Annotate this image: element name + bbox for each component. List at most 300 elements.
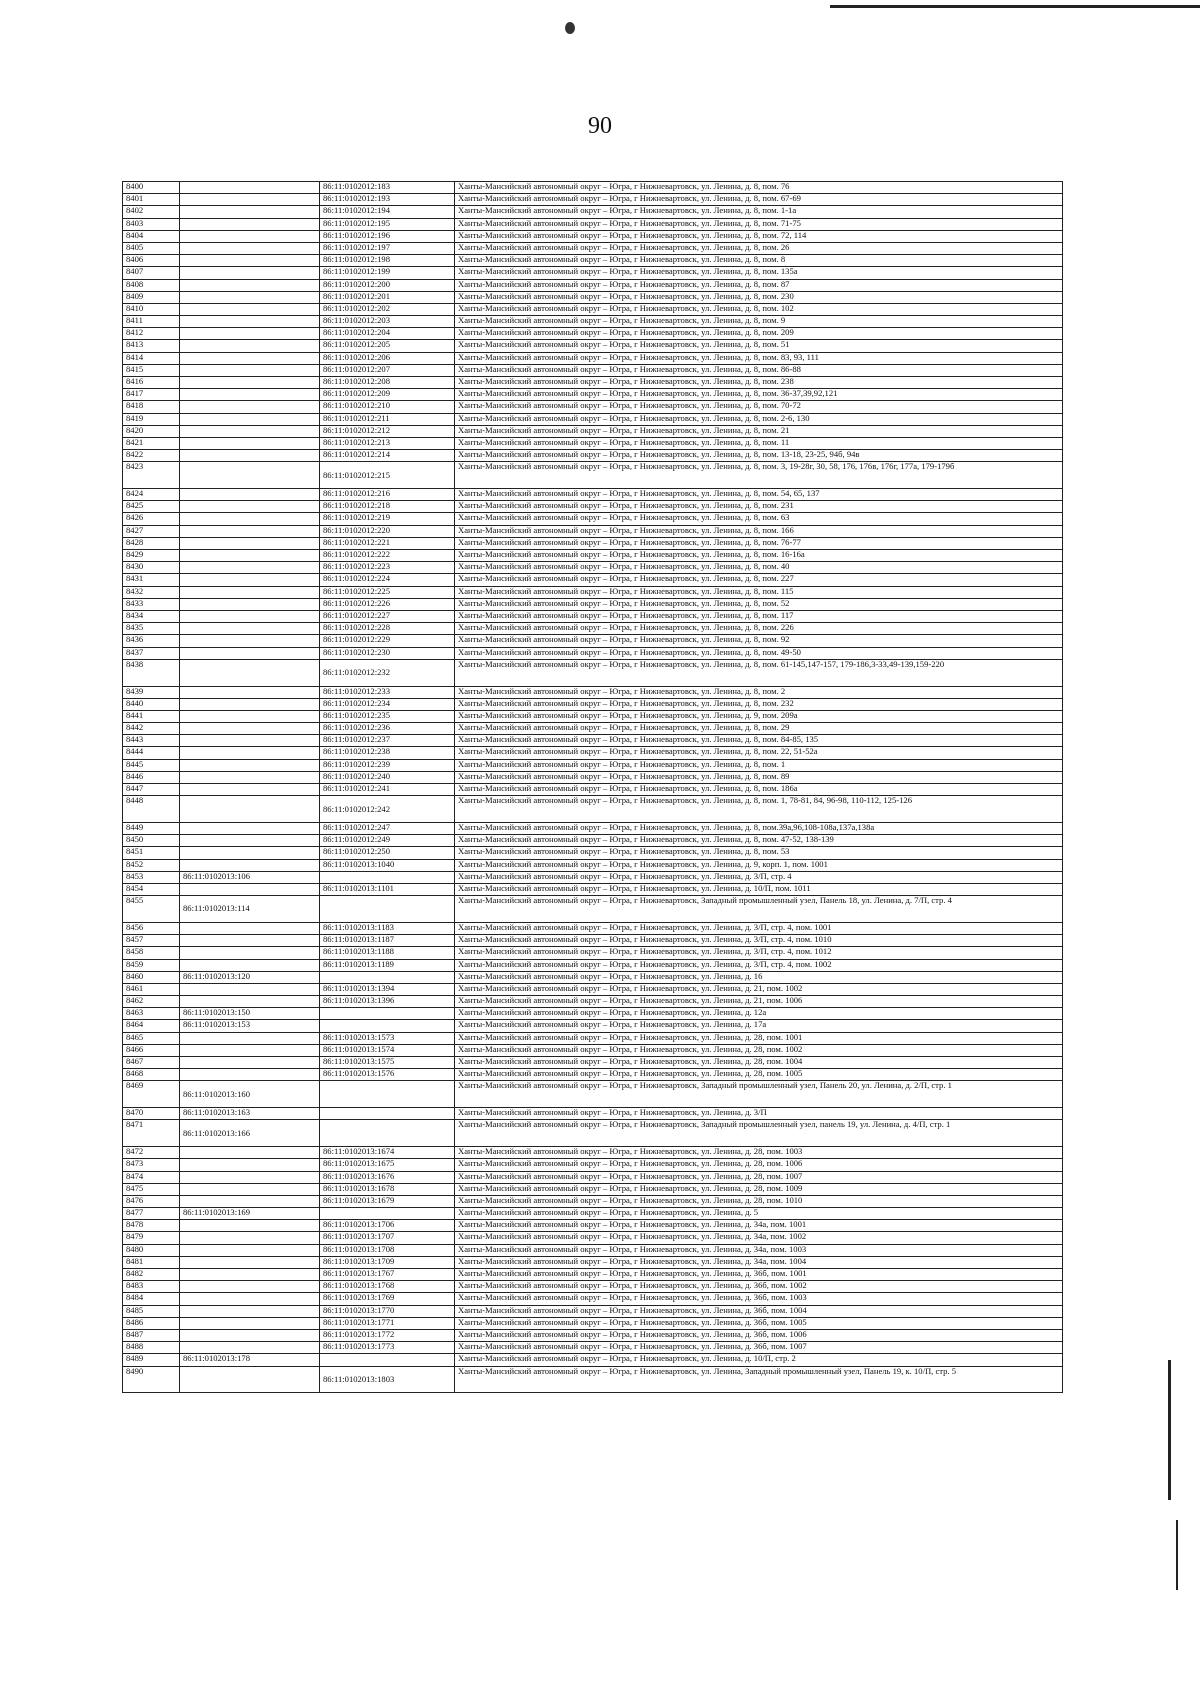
address-cell: Ханты-Мансийский автономный округ – Югра, г Нижневартовск, ул. Ленина, д. 8, пом. 63	[455, 513, 1063, 525]
row-number-cell: 8460	[123, 971, 180, 983]
row-number-cell: 8443	[123, 735, 180, 747]
row-number-cell: 8470	[123, 1108, 180, 1120]
block-cadastral-cell	[180, 377, 320, 389]
premises-cadastral-cell: 86:11:0102013:1771	[320, 1317, 455, 1329]
row-number-cell: 8463	[123, 1008, 180, 1020]
table-row	[123, 1195, 1063, 1207]
premises-cadastral-cell: 86:11:0102012:232	[320, 659, 455, 686]
address-cell: Ханты-Мансийский автономный округ – Югра, г Нижневартовск, ул. Ленина, д. 36б, пом. 1005	[455, 1317, 1063, 1329]
address-cell: Ханты-Мансийский автономный округ – Югра, г Нижневартовск, ул. Ленина, д. 8, пом. 135а	[455, 267, 1063, 279]
table-row	[123, 710, 1063, 722]
table-row	[123, 1008, 1063, 1020]
address-cell: Ханты-Мансийский автономный округ – Югра, г Нижневартовск, ул. Ленина, д. 3/П, стр. 4, пом. 1001	[455, 922, 1063, 934]
table-row	[123, 1081, 1063, 1108]
premises-cadastral-cell: 86:11:0102013:1101	[320, 883, 455, 895]
row-number-cell: 8490	[123, 1366, 180, 1393]
table-row	[123, 364, 1063, 376]
block-cadastral-cell	[180, 623, 320, 635]
table-row	[123, 489, 1063, 501]
row-number-cell: 8411	[123, 316, 180, 328]
row-number-cell: 8409	[123, 291, 180, 303]
premises-cadastral-cell: 86:11:0102012:226	[320, 598, 455, 610]
row-number-cell: 8402	[123, 206, 180, 218]
table-row	[123, 328, 1063, 340]
address-cell: Ханты-Мансийский автономный округ – Югра, г Нижневартовск, ул. Ленина, д. 36б, пом. 1007	[455, 1342, 1063, 1354]
table-row	[123, 1366, 1063, 1393]
block-cadastral-cell	[180, 1232, 320, 1244]
row-number-cell: 8466	[123, 1044, 180, 1056]
row-number-cell: 8427	[123, 525, 180, 537]
block-cadastral-cell	[180, 537, 320, 549]
block-cadastral-cell	[180, 698, 320, 710]
address-cell: Ханты-Мансийский автономный округ – Югра, г Нижневартовск, ул. Ленина, д. 3/П, стр. 4, пом. 1010	[455, 935, 1063, 947]
table-row	[123, 635, 1063, 647]
block-cadastral-cell	[180, 784, 320, 796]
table-row	[123, 206, 1063, 218]
premises-cadastral-cell: 86:11:0102012:223	[320, 562, 455, 574]
block-cadastral-cell	[180, 586, 320, 598]
block-cadastral-cell: 86:11:0102013:106	[180, 871, 320, 883]
premises-cadastral-cell: 86:11:0102012:213	[320, 437, 455, 449]
premises-cadastral-cell: 86:11:0102012:240	[320, 771, 455, 783]
row-number-cell: 8451	[123, 847, 180, 859]
row-number-cell: 8420	[123, 425, 180, 437]
row-number-cell: 8440	[123, 698, 180, 710]
premises-cadastral-cell: 86:11:0102013:1708	[320, 1244, 455, 1256]
block-cadastral-cell	[180, 303, 320, 315]
premises-cadastral-cell	[320, 1354, 455, 1366]
table-row	[123, 686, 1063, 698]
address-cell: Ханты-Мансийский автономный округ – Югра, г Нижневартовск, Западный промышленный узел, Панель 18, ул. Ленина, д. 7/П, стр. 4	[455, 896, 1063, 923]
premises-cadastral-cell	[320, 1081, 455, 1108]
table-row	[123, 450, 1063, 462]
premises-cadastral-cell: 86:11:0102012:236	[320, 723, 455, 735]
table-row	[123, 871, 1063, 883]
table-row	[123, 525, 1063, 537]
premises-cadastral-cell: 86:11:0102012:214	[320, 450, 455, 462]
table-row	[123, 759, 1063, 771]
address-cell: Ханты-Мансийский автономный округ – Югра, г Нижневартовск, ул. Ленина, д. 9, пом. 209а	[455, 710, 1063, 722]
row-number-cell: 8401	[123, 194, 180, 206]
block-cadastral-cell	[180, 489, 320, 501]
table-row	[123, 279, 1063, 291]
address-cell: Ханты-Мансийский автономный округ – Югра, г Нижневартовск, ул. Ленина, д. 8, пом. 89	[455, 771, 1063, 783]
block-cadastral-cell	[180, 550, 320, 562]
address-cell: Ханты-Мансийский автономный округ – Югра, г Нижневартовск, ул. Ленина, д. 3/П, стр. 4, пом. 1002	[455, 959, 1063, 971]
row-number-cell: 8459	[123, 959, 180, 971]
address-cell: Ханты-Мансийский автономный округ – Югра, г Нижневартовск, ул. Ленина, д. 8, пом. 76-77	[455, 537, 1063, 549]
premises-cadastral-cell: 86:11:0102012:195	[320, 218, 455, 230]
row-number-cell: 8441	[123, 710, 180, 722]
address-cell: Ханты-Мансийский автономный округ – Югра, г Нижневартовск, ул. Ленина, д. 34а, пом. 1001	[455, 1220, 1063, 1232]
premises-cadastral-cell: 86:11:0102012:215	[320, 462, 455, 489]
address-cell: Ханты-Мансийский автономный округ – Югра, г Нижневартовск, ул. Ленина, д. 9, корп. 1, пом. 1001	[455, 859, 1063, 871]
premises-cadastral-cell: 86:11:0102013:1678	[320, 1183, 455, 1195]
row-number-cell: 8489	[123, 1354, 180, 1366]
block-cadastral-cell: 86:11:0102013:160	[180, 1081, 320, 1108]
table-row	[123, 1020, 1063, 1032]
row-number-cell: 8476	[123, 1195, 180, 1207]
address-cell: Ханты-Мансийский автономный округ – Югра, г Нижневартовск, ул. Ленина, Западный промышленный узел, Панель 19, к. 10/П, стр. 5	[455, 1366, 1063, 1393]
row-number-cell: 8414	[123, 352, 180, 364]
address-cell: Ханты-Мансийский автономный округ – Югра, г Нижневартовск, Западный промышленный узел, Панель 20, ул. Ленина, д. 2/П, стр. 1	[455, 1081, 1063, 1108]
row-number-cell: 8469	[123, 1081, 180, 1108]
address-cell: Ханты-Мансийский автономный округ – Югра, г Нижневартовск, ул. Ленина, д. 8, пом.39а,96,108-108а,137а,138а	[455, 823, 1063, 835]
premises-cadastral-cell	[320, 1008, 455, 1020]
premises-cadastral-cell: 86:11:0102012:238	[320, 747, 455, 759]
block-cadastral-cell	[180, 659, 320, 686]
premises-cadastral-cell: 86:11:0102012:247	[320, 823, 455, 835]
block-cadastral-cell	[180, 796, 320, 823]
table-row	[123, 1342, 1063, 1354]
block-cadastral-cell	[180, 883, 320, 895]
row-number-cell: 8410	[123, 303, 180, 315]
block-cadastral-cell	[180, 352, 320, 364]
address-cell: Ханты-Мансийский автономный округ – Югра, г Нижневартовск, ул. Ленина, д. 8, пом. 49-50	[455, 647, 1063, 659]
premises-cadastral-cell: 86:11:0102013:1675	[320, 1159, 455, 1171]
block-cadastral-cell	[180, 983, 320, 995]
premises-cadastral-cell: 86:11:0102013:1706	[320, 1220, 455, 1232]
premises-cadastral-cell	[320, 871, 455, 883]
address-cell: Ханты-Мансийский автономный округ – Югра, г Нижневартовск, ул. Ленина, д. 8, пом. 13-18, 23-25, 94б, 94в	[455, 450, 1063, 462]
table-row	[123, 1171, 1063, 1183]
premises-cadastral-cell: 86:11:0102012:205	[320, 340, 455, 352]
block-cadastral-cell	[180, 425, 320, 437]
premises-cadastral-cell	[320, 1108, 455, 1120]
block-cadastral-cell: 86:11:0102013:166	[180, 1120, 320, 1147]
address-cell: Ханты-Мансийский автономный округ – Югра, г Нижневартовск, ул. Ленина, д. 8, пом. 11	[455, 437, 1063, 449]
address-cell: Ханты-Мансийский автономный округ – Югра, г Нижневартовск, ул. Ленина, д. 8, пом. 1, 78-81, 84, 96-98, 110-112, 125-126	[455, 796, 1063, 823]
block-cadastral-cell	[180, 513, 320, 525]
address-cell: Ханты-Мансийский автономный округ – Югра, г Нижневартовск, ул. Ленина, д. 3/П, стр. 4, пом. 1012	[455, 947, 1063, 959]
premises-cadastral-cell: 86:11:0102012:229	[320, 635, 455, 647]
premises-cadastral-cell: 86:11:0102012:207	[320, 364, 455, 376]
table-row	[123, 550, 1063, 562]
premises-cadastral-cell: 86:11:0102012:199	[320, 267, 455, 279]
block-cadastral-cell	[180, 1329, 320, 1341]
table-row	[123, 291, 1063, 303]
address-cell: Ханты-Мансийский автономный округ – Югра, г Нижневартовск, ул. Ленина, д. 34а, пом. 1002	[455, 1232, 1063, 1244]
row-number-cell: 8488	[123, 1342, 180, 1354]
block-cadastral-cell	[180, 437, 320, 449]
block-cadastral-cell	[180, 279, 320, 291]
premises-cadastral-cell	[320, 971, 455, 983]
row-number-cell: 8487	[123, 1329, 180, 1341]
table-row	[123, 1317, 1063, 1329]
table-row	[123, 647, 1063, 659]
table-row	[123, 303, 1063, 315]
address-cell: Ханты-Мансийский автономный округ – Югра, г Нижневартовск, ул. Ленина, д. 8, пом. 86-88	[455, 364, 1063, 376]
table-row	[123, 377, 1063, 389]
row-number-cell: 8450	[123, 835, 180, 847]
table-row	[123, 1159, 1063, 1171]
table-row	[123, 1354, 1063, 1366]
table-row	[123, 194, 1063, 206]
row-number-cell: 8455	[123, 896, 180, 923]
address-cell: Ханты-Мансийский автономный округ – Югра, г Нижневартовск, ул. Ленина, д. 36б, пом. 1004	[455, 1305, 1063, 1317]
address-cell: Ханты-Мансийский автономный округ – Югра, г Нижневартовск, ул. Ленина, д. 28, пом. 1007	[455, 1171, 1063, 1183]
block-cadastral-cell	[180, 328, 320, 340]
premises-cadastral-cell: 86:11:0102012:221	[320, 537, 455, 549]
premises-cadastral-cell: 86:11:0102012:198	[320, 255, 455, 267]
table-row	[123, 574, 1063, 586]
table-row	[123, 1208, 1063, 1220]
table-row	[123, 947, 1063, 959]
table-row	[123, 723, 1063, 735]
row-number-cell: 8442	[123, 723, 180, 735]
scan-artifact-top-line	[830, 5, 1200, 8]
row-number-cell: 8425	[123, 501, 180, 513]
address-cell: Ханты-Мансийский автономный округ – Югра, г Нижневартовск, ул. Ленина, д. 28, пом. 1005	[455, 1069, 1063, 1081]
row-number-cell: 8444	[123, 747, 180, 759]
row-number-cell: 8485	[123, 1305, 180, 1317]
premises-cadastral-cell: 86:11:0102012:183	[320, 182, 455, 194]
table-row	[123, 340, 1063, 352]
row-number-cell: 8435	[123, 623, 180, 635]
block-cadastral-cell	[180, 735, 320, 747]
block-cadastral-cell	[180, 501, 320, 513]
address-cell: Ханты-Мансийский автономный округ – Югра, г Нижневартовск, ул. Ленина, д. 5	[455, 1208, 1063, 1220]
premises-cadastral-cell	[320, 1120, 455, 1147]
block-cadastral-cell	[180, 413, 320, 425]
row-number-cell: 8486	[123, 1317, 180, 1329]
table-row	[123, 1057, 1063, 1069]
table-row	[123, 316, 1063, 328]
address-cell: Ханты-Мансийский автономный округ – Югра, г Нижневартовск, ул. Ленина, д. 21, пом. 1002	[455, 983, 1063, 995]
address-cell: Ханты-Мансийский автономный округ – Югра, г Нижневартовск, Западный промышленный узел, панель 19, ул. Ленина, д. 4/П, стр. 1	[455, 1120, 1063, 1147]
block-cadastral-cell: 86:11:0102013:153	[180, 1020, 320, 1032]
address-cell: Ханты-Мансийский автономный округ – Югра, г Нижневартовск, ул. Ленина, д. 21, пом. 1006	[455, 996, 1063, 1008]
address-cell: Ханты-Мансийский автономный округ – Югра, г Нижневартовск, ул. Ленина, д. 8, пом. 226	[455, 623, 1063, 635]
table-row	[123, 883, 1063, 895]
table-row	[123, 1044, 1063, 1056]
block-cadastral-cell: 86:11:0102013:178	[180, 1354, 320, 1366]
premises-cadastral-cell: 86:11:0102012:196	[320, 230, 455, 242]
row-number-cell: 8433	[123, 598, 180, 610]
address-cell: Ханты-Мансийский автономный округ – Югра, г Нижневартовск, ул. Ленина, д. 28, пом. 1001	[455, 1032, 1063, 1044]
block-cadastral-cell: 86:11:0102013:114	[180, 896, 320, 923]
address-cell: Ханты-Мансийский автономный округ – Югра, г Нижневартовск, ул. Ленина, д. 8, пом. 231	[455, 501, 1063, 513]
address-cell: Ханты-Мансийский автономный округ – Югра, г Нижневартовск, ул. Ленина, д. 8, пом. 47-52, 138-139	[455, 835, 1063, 847]
block-cadastral-cell	[180, 835, 320, 847]
premises-cadastral-cell: 86:11:0102012:230	[320, 647, 455, 659]
table-row	[123, 586, 1063, 598]
row-number-cell: 8480	[123, 1244, 180, 1256]
page-number: 90	[588, 113, 612, 139]
premises-cadastral-cell: 86:11:0102012:197	[320, 242, 455, 254]
block-cadastral-cell	[180, 194, 320, 206]
address-cell: Ханты-Мансийский автономный округ – Югра, г Нижневартовск, ул. Ленина, д. 10/П, пом. 1011	[455, 883, 1063, 895]
address-cell: Ханты-Мансийский автономный округ – Югра, г Нижневартовск, ул. Ленина, д. 28, пом. 1006	[455, 1159, 1063, 1171]
premises-cadastral-cell: 86:11:0102012:194	[320, 206, 455, 218]
address-cell: Ханты-Мансийский автономный округ – Югра, г Нижневартовск, ул. Ленина, д. 36б, пом. 1006	[455, 1329, 1063, 1341]
premises-cadastral-cell: 86:11:0102012:193	[320, 194, 455, 206]
table-row	[123, 513, 1063, 525]
address-cell: Ханты-Мансийский автономный округ – Югра, г Нижневартовск, ул. Ленина, д. 28, пом. 1004	[455, 1057, 1063, 1069]
premises-cadastral-cell: 86:11:0102012:218	[320, 501, 455, 513]
block-cadastral-cell	[180, 525, 320, 537]
address-cell: Ханты-Мансийский автономный округ – Югра, г Нижневартовск, ул. Ленина, д. 3/П	[455, 1108, 1063, 1120]
block-cadastral-cell	[180, 206, 320, 218]
address-cell: Ханты-Мансийский автономный округ – Югра, г Нижневартовск, ул. Ленина, д. 8, пом. 87	[455, 279, 1063, 291]
premises-cadastral-cell: 86:11:0102012:210	[320, 401, 455, 413]
premises-cadastral-cell: 86:11:0102012:227	[320, 610, 455, 622]
registry-table-body	[123, 182, 1063, 1393]
block-cadastral-cell	[180, 935, 320, 947]
row-number-cell: 8416	[123, 377, 180, 389]
address-cell: Ханты-Мансийский автономный округ – Югра, г Нижневартовск, ул. Ленина, д. 8, пом. 238	[455, 377, 1063, 389]
table-row	[123, 352, 1063, 364]
row-number-cell: 8405	[123, 242, 180, 254]
premises-cadastral-cell: 86:11:0102012:200	[320, 279, 455, 291]
block-cadastral-cell	[180, 242, 320, 254]
address-cell: Ханты-Мансийский автономный округ – Югра, г Нижневартовск, ул. Ленина, д. 8, пом. 76	[455, 182, 1063, 194]
premises-cadastral-cell: 86:11:0102013:1574	[320, 1044, 455, 1056]
block-cadastral-cell: 86:11:0102013:120	[180, 971, 320, 983]
premises-cadastral-cell: 86:11:0102012:228	[320, 623, 455, 635]
table-row	[123, 735, 1063, 747]
premises-cadastral-cell: 86:11:0102012:202	[320, 303, 455, 315]
address-cell: Ханты-Мансийский автономный округ – Югра, г Нижневартовск, ул. Ленина, д. 8, пом. 84-85, 135	[455, 735, 1063, 747]
premises-cadastral-cell: 86:11:0102013:1679	[320, 1195, 455, 1207]
row-number-cell: 8452	[123, 859, 180, 871]
row-number-cell: 8474	[123, 1171, 180, 1183]
address-cell: Ханты-Мансийский автономный округ – Югра, г Нижневартовск, ул. Ленина, д. 17а	[455, 1020, 1063, 1032]
premises-cadastral-cell: 86:11:0102012:242	[320, 796, 455, 823]
address-cell: Ханты-Мансийский автономный округ – Югра, г Нижневартовск, ул. Ленина, д. 8, пом. 29	[455, 723, 1063, 735]
table-row	[123, 413, 1063, 425]
scan-artifact-edge-mark	[1168, 1360, 1171, 1500]
table-row	[123, 747, 1063, 759]
registry-table	[122, 181, 1063, 1393]
table-row	[123, 401, 1063, 413]
table-row	[123, 835, 1063, 847]
block-cadastral-cell	[180, 316, 320, 328]
block-cadastral-cell	[180, 1032, 320, 1044]
table-row	[123, 1269, 1063, 1281]
row-number-cell: 8419	[123, 413, 180, 425]
table-row	[123, 537, 1063, 549]
table-row	[123, 823, 1063, 835]
table-row	[123, 784, 1063, 796]
block-cadastral-cell	[180, 1171, 320, 1183]
block-cadastral-cell	[180, 1159, 320, 1171]
address-cell: Ханты-Мансийский автономный округ – Югра, г Нижневартовск, ул. Ленина, д. 8, пом. 36-37,39,92,121	[455, 389, 1063, 401]
premises-cadastral-cell: 86:11:0102013:1767	[320, 1269, 455, 1281]
block-cadastral-cell	[180, 255, 320, 267]
premises-cadastral-cell: 86:11:0102013:1773	[320, 1342, 455, 1354]
scan-artifact-edge-mark	[1176, 1520, 1178, 1590]
row-number-cell: 8434	[123, 610, 180, 622]
row-number-cell: 8447	[123, 784, 180, 796]
block-cadastral-cell	[180, 647, 320, 659]
table-row	[123, 659, 1063, 686]
block-cadastral-cell	[180, 1244, 320, 1256]
row-number-cell: 8426	[123, 513, 180, 525]
row-number-cell: 8479	[123, 1232, 180, 1244]
table-row	[123, 847, 1063, 859]
block-cadastral-cell	[180, 823, 320, 835]
address-cell: Ханты-Мансийский автономный округ – Югра, г Нижневартовск, ул. Ленина, д. 8, пом. 102	[455, 303, 1063, 315]
row-number-cell: 8468	[123, 1069, 180, 1081]
premises-cadastral-cell: 86:11:0102012:239	[320, 759, 455, 771]
block-cadastral-cell	[180, 1293, 320, 1305]
row-number-cell: 8424	[123, 489, 180, 501]
premises-cadastral-cell: 86:11:0102012:206	[320, 352, 455, 364]
row-number-cell: 8462	[123, 996, 180, 1008]
premises-cadastral-cell: 86:11:0102013:1707	[320, 1232, 455, 1244]
premises-cadastral-cell: 86:11:0102013:1575	[320, 1057, 455, 1069]
row-number-cell: 8483	[123, 1281, 180, 1293]
table-row	[123, 983, 1063, 995]
table-row	[123, 182, 1063, 194]
premises-cadastral-cell: 86:11:0102013:1573	[320, 1032, 455, 1044]
table-row	[123, 1329, 1063, 1341]
row-number-cell: 8481	[123, 1256, 180, 1268]
row-number-cell: 8429	[123, 550, 180, 562]
premises-cadastral-cell: 86:11:0102012:250	[320, 847, 455, 859]
address-cell: Ханты-Мансийский автономный округ – Югра, г Нижневартовск, ул. Ленина, д. 8, пом. 71-75	[455, 218, 1063, 230]
row-number-cell: 8400	[123, 182, 180, 194]
address-cell: Ханты-Мансийский автономный округ – Югра, г Нижневартовск, ул. Ленина, д. 8, пом. 209	[455, 328, 1063, 340]
address-cell: Ханты-Мансийский автономный округ – Югра, г Нижневартовск, ул. Ленина, д. 8, пом. 83, 93, 111	[455, 352, 1063, 364]
row-number-cell: 8431	[123, 574, 180, 586]
row-number-cell: 8454	[123, 883, 180, 895]
address-cell: Ханты-Мансийский автономный округ – Югра, г Нижневартовск, ул. Ленина, д. 34а, пом. 1004	[455, 1256, 1063, 1268]
address-cell: Ханты-Мансийский автономный округ – Югра, г Нижневартовск, ул. Ленина, д. 36б, пом. 1002	[455, 1281, 1063, 1293]
address-cell: Ханты-Мансийский автономный округ – Югра, г Нижневартовск, ул. Ленина, д. 8, пом. 227	[455, 574, 1063, 586]
premises-cadastral-cell	[320, 896, 455, 923]
table-row	[123, 218, 1063, 230]
premises-cadastral-cell: 86:11:0102012:237	[320, 735, 455, 747]
premises-cadastral-cell: 86:11:0102012:235	[320, 710, 455, 722]
address-cell: Ханты-Мансийский автономный округ – Югра, г Нижневартовск, ул. Ленина, д. 16	[455, 971, 1063, 983]
premises-cadastral-cell: 86:11:0102012:225	[320, 586, 455, 598]
premises-cadastral-cell: 86:11:0102012:212	[320, 425, 455, 437]
row-number-cell: 8477	[123, 1208, 180, 1220]
row-number-cell: 8428	[123, 537, 180, 549]
premises-cadastral-cell: 86:11:0102013:1770	[320, 1305, 455, 1317]
row-number-cell: 8439	[123, 686, 180, 698]
address-cell: Ханты-Мансийский автономный округ – Югра, г Нижневартовск, ул. Ленина, д. 8, пом. 92	[455, 635, 1063, 647]
block-cadastral-cell	[180, 1220, 320, 1232]
block-cadastral-cell	[180, 1044, 320, 1056]
premises-cadastral-cell: 86:11:0102012:203	[320, 316, 455, 328]
table-row	[123, 267, 1063, 279]
premises-cadastral-cell: 86:11:0102012:234	[320, 698, 455, 710]
row-number-cell: 8438	[123, 659, 180, 686]
block-cadastral-cell	[180, 1057, 320, 1069]
block-cadastral-cell	[180, 574, 320, 586]
row-number-cell: 8464	[123, 1020, 180, 1032]
table-row	[123, 896, 1063, 923]
table-row	[123, 1232, 1063, 1244]
row-number-cell: 8446	[123, 771, 180, 783]
table-row	[123, 1281, 1063, 1293]
address-cell: Ханты-Мансийский автономный округ – Югра, г Нижневартовск, ул. Ленина, д. 3/П, стр. 4	[455, 871, 1063, 883]
block-cadastral-cell: 86:11:0102013:150	[180, 1008, 320, 1020]
row-number-cell: 8417	[123, 389, 180, 401]
row-number-cell: 8422	[123, 450, 180, 462]
table-row	[123, 796, 1063, 823]
block-cadastral-cell	[180, 996, 320, 1008]
premises-cadastral-cell: 86:11:0102013:1772	[320, 1329, 455, 1341]
address-cell: Ханты-Мансийский автономный округ – Югра, г Нижневартовск, ул. Ленина, д. 8, пом. 21	[455, 425, 1063, 437]
premises-cadastral-cell: 86:11:0102013:1183	[320, 922, 455, 934]
premises-cadastral-cell: 86:11:0102013:1674	[320, 1147, 455, 1159]
table-row	[123, 242, 1063, 254]
table-row	[123, 1305, 1063, 1317]
